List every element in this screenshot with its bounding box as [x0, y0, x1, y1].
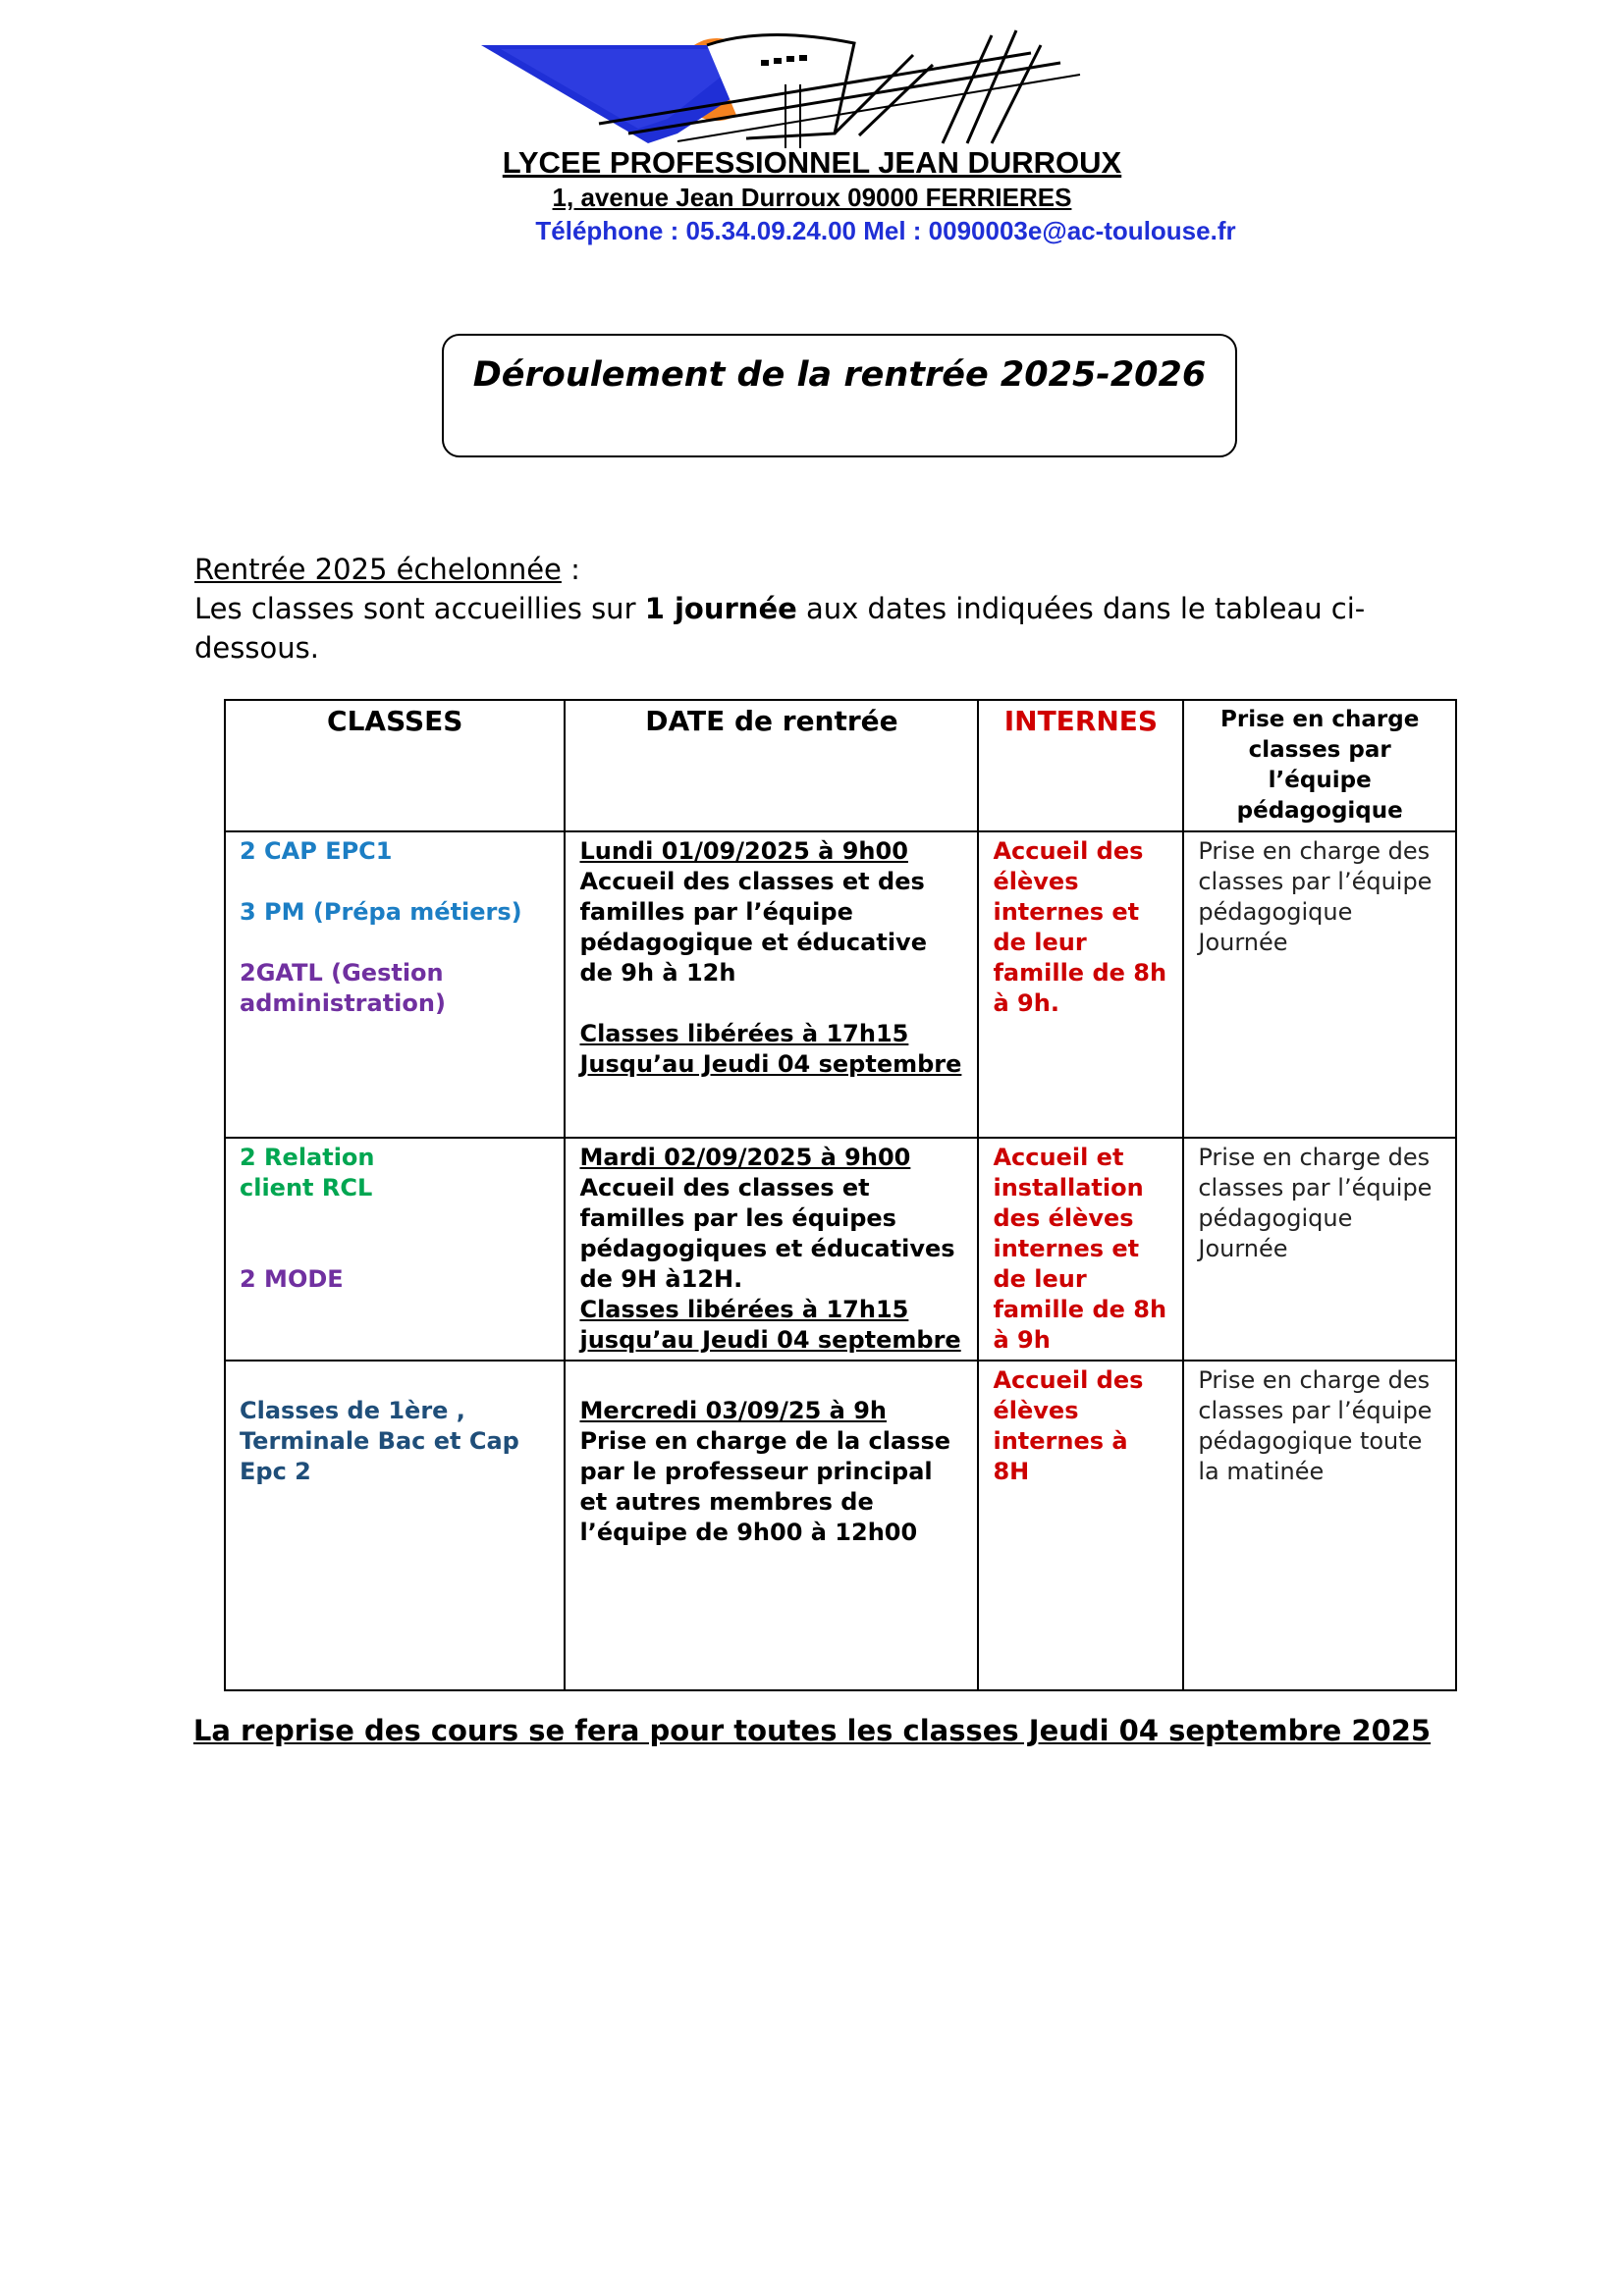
school-contact: Téléphone : 05.34.09.24.00 Mel : 0090003e@ac-toulouse.fr: [535, 216, 1236, 245]
row2-date: [565, 1138, 978, 1361]
row1-date-release: Classes libérées à 17h15 Jusqu’au Jeudi 04 septembre: [579, 1020, 962, 1078]
row3-classes: [225, 1361, 565, 1690]
intro-text-end: aux dates indiquées dans le tableau ci-dessous.: [194, 592, 1366, 665]
schedule-table: [224, 699, 1457, 1691]
row1-class-3: 2GATL (Gestion administration): [240, 959, 446, 1017]
header-date: DATE de rentrée: [565, 700, 978, 831]
title-box: [442, 334, 1237, 457]
school-name: LYCEE PROFESSIONNEL JEAN DURROUX: [502, 145, 1122, 180]
row2-date-body: Accueil des classes et familles par les équipes pédagogiques et éducatives de 9H à12H.: [579, 1174, 955, 1293]
row3-prise: Prise en charge des classes par l’équipe pédagogique toute la matinée: [1183, 1361, 1456, 1690]
row2-classes: [225, 1138, 565, 1361]
row2-class-2: 2 MODE: [240, 1265, 344, 1293]
footer-note: La reprise des cours se fera pour toutes les classes Jeudi 04 septembre 2025: [192, 1714, 1432, 1747]
row2-date-release: Classes libérées à 17h15 jusqu’au Jeudi 04 septembre: [579, 1296, 961, 1354]
intro-paragraph: [194, 550, 1432, 667]
row1-internes: Accueil des élèves internes et de leur famille de 8h à 9h.: [978, 831, 1183, 1138]
row2-internes: Accueil et installation des élèves internes et de leur famille de 8h à 9h: [978, 1138, 1183, 1361]
table-row: [225, 831, 1456, 1138]
row3-internes: Accueil des élèves internes à 8H: [978, 1361, 1183, 1690]
row2-date-head: Mardi 02/09/2025 à 9h00: [579, 1144, 911, 1171]
row2-prise: Prise en charge des classes par l’équipe pédagogique Journée: [1183, 1138, 1456, 1361]
intro-heading-suffix: :: [561, 553, 580, 586]
page-title: Déroulement de la rentrée 2025-2026: [472, 355, 1207, 395]
row3-date-head: Mercredi 03/09/25 à 9h: [579, 1397, 887, 1424]
school-address: 1, avenue Jean Durroux 09000 FERRIERES: [552, 183, 1072, 212]
table-row: [225, 1361, 1456, 1690]
intro-heading: Rentrée 2025 échelonnée: [194, 553, 562, 586]
row1-date-body: Accueil des classes et des familles par l’équipe pédagogique et éducative de 9h à 12h: [579, 868, 927, 987]
row3-date: [565, 1361, 978, 1690]
row1-date-head: Lundi 01/09/2025 à 9h00: [579, 837, 908, 865]
row1-class-1: 2 CAP EPC1: [240, 837, 393, 865]
table-header-row: [225, 700, 1456, 831]
row3-date-body: Prise en charge de la classe par le professeur principal et autres membres de l’équipe de 9h00 à 12h00: [579, 1427, 950, 1546]
header-internes: INTERNES: [978, 700, 1183, 831]
table-row: [225, 1138, 1456, 1361]
row3-class-1: Classes de 1ère , Terminale Bac et Cap Epc 2: [240, 1397, 519, 1485]
row1-prise: Prise en charge des classes par l’équipe pédagogique Journée: [1183, 831, 1456, 1138]
row1-date: [565, 831, 978, 1138]
intro-text-start: Les classes sont accueillies sur: [194, 592, 645, 625]
row1-class-2: 3 PM (Prépa métiers): [240, 898, 522, 926]
row1-classes: [225, 831, 565, 1138]
row2-class-1: 2 Relation client RCL: [240, 1144, 375, 1201]
header-prise: Prise en charge classes par l’équipe pédagogique: [1183, 700, 1456, 831]
intro-bold: 1 journée: [644, 592, 797, 625]
header-classes: CLASSES: [225, 700, 565, 831]
